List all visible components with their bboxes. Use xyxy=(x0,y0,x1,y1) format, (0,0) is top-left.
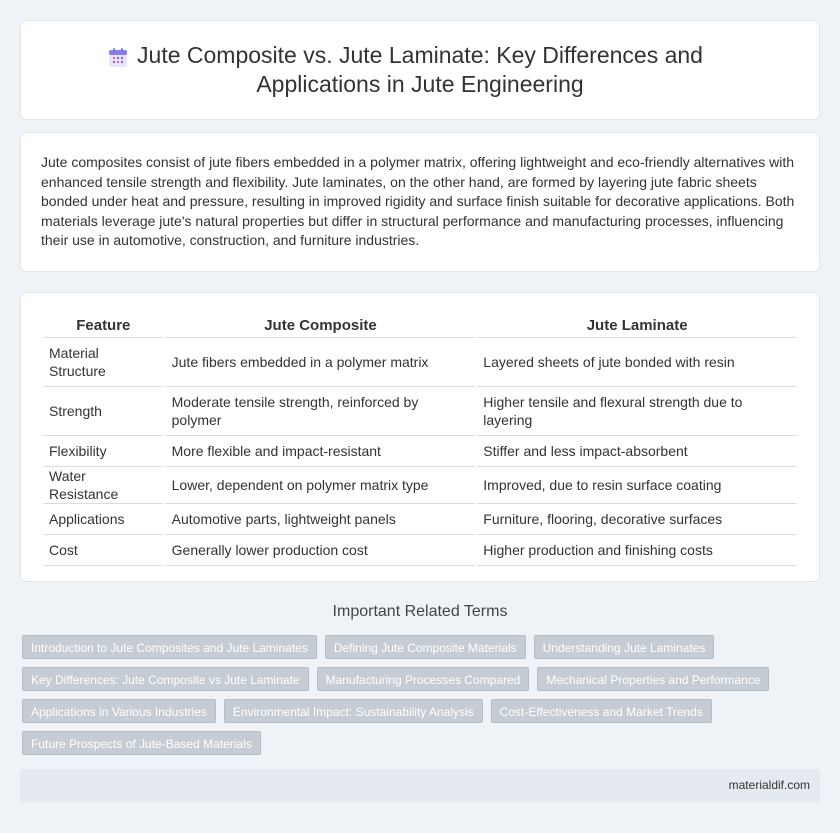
related-term-tag[interactable]: Future Prospects of Jute-Based Materials xyxy=(22,731,261,755)
header-jute-laminate: Jute Laminate xyxy=(477,313,797,338)
composite-cell: Lower, dependent on polymer matrix type xyxy=(166,467,476,504)
table-row xyxy=(43,338,797,387)
related-term-tag[interactable]: Introduction to Jute Composites and Jute Laminates xyxy=(22,635,317,659)
page-title: Jute Composite vs. Jute Laminate: Key Differences and Applications in Jute Engineering xyxy=(137,42,703,97)
footer xyxy=(20,769,820,802)
feature-cell: Cost xyxy=(43,535,164,566)
related-term-tag[interactable]: Manufacturing Processes Compared xyxy=(317,667,530,691)
table-row xyxy=(43,436,797,467)
feature-cell: Strength xyxy=(43,387,164,436)
related-term-tag[interactable]: Cost-Effectiveness and Market Trends xyxy=(491,699,712,723)
table-row xyxy=(43,387,797,436)
laminate-cell: Improved, due to resin surface coating xyxy=(477,467,797,504)
table-row xyxy=(43,467,797,504)
laminate-cell: Higher tensile and flexural strength due to layering xyxy=(477,387,797,436)
feature-cell: Water Resistance xyxy=(43,467,164,504)
table-header-row xyxy=(43,313,797,338)
comparison-table-card xyxy=(20,292,820,582)
related-term-tag[interactable]: Applications in Various Industries xyxy=(22,699,216,723)
header-feature: Feature xyxy=(43,313,164,338)
related-term-tag[interactable]: Understanding Jute Laminates xyxy=(534,635,715,659)
footer-site-link[interactable]: materialdif.com xyxy=(728,778,810,792)
related-term-tag[interactable]: Mechanical Properties and Performance xyxy=(537,667,769,691)
feature-cell: Flexibility xyxy=(43,436,164,467)
composite-cell: More flexible and impact-resistant xyxy=(166,436,476,467)
comparison-table xyxy=(41,313,799,566)
header-jute-composite: Jute Composite xyxy=(166,313,476,338)
related-term-tag[interactable]: Defining Jute Composite Materials xyxy=(325,635,526,659)
laminate-cell: Layered sheets of jute bonded with resin xyxy=(477,338,797,387)
laminate-cell: Furniture, flooring, decorative surfaces xyxy=(477,504,797,535)
related-terms-list xyxy=(22,635,812,755)
header-card xyxy=(20,20,820,120)
feature-cell: Applications xyxy=(43,504,164,535)
table-row xyxy=(43,504,797,535)
feature-cell: Material Structure xyxy=(43,338,164,387)
composite-cell: Moderate tensile strength, reinforced by polymer xyxy=(166,387,476,436)
related-terms-heading: Important Related Terms xyxy=(332,603,508,620)
table-row xyxy=(43,535,797,566)
composite-cell: Generally lower production cost xyxy=(166,535,476,566)
intro-paragraph: Jute composites consist of jute fibers embedded in a polymer matrix, offering lightweight and eco-friendly alternatives with enhanced tensile strength and flexibility. Jute laminates, on the other hand, are formed by layering jute fabric sheets bonded under heat and pressure, resulting in improved rigidity and surface finish suitable for decorative applications. Both materials leverage jute's natural properties but differ in structural performance and manufacturing processes, influencing their use in automotive, construction, and furniture industries. xyxy=(41,154,795,248)
composite-cell: Jute fibers embedded in a polymer matrix xyxy=(166,338,476,387)
laminate-cell: Higher production and finishing costs xyxy=(477,535,797,566)
laminate-cell: Stiffer and less impact-absorbent xyxy=(477,436,797,467)
intro-card xyxy=(20,132,820,272)
related-term-tag[interactable]: Key Differences: Jute Composite vs Jute Laminate xyxy=(22,667,309,691)
composite-cell: Automotive parts, lightweight panels xyxy=(166,504,476,535)
related-term-tag[interactable]: Environmental Impact: Sustainability Analysis xyxy=(224,699,483,723)
